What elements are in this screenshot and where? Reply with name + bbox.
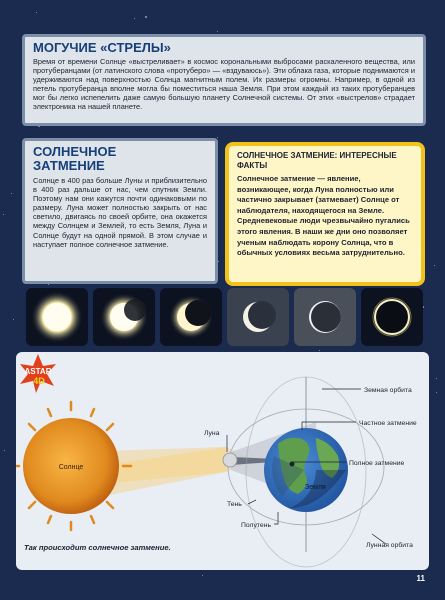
earth-icon (264, 428, 348, 512)
facts-text: Солнечное затмение — явление, возникающее, когда Луна полностью или частично закрывает (затмевает) Солнце от наблюдателя, находящегося на Земле. Средневековые люди чрезвычайно пугались этого явления. В наши же дни оно позволяет ученым наблюдать корону Солнца, что в обычных условиях весьма затруднительно. (237, 174, 410, 258)
star-dot (134, 18, 135, 19)
star-dot (218, 261, 219, 262)
section-title (33, 145, 207, 173)
shadow-label: Тень (227, 501, 242, 508)
star-dot (13, 319, 14, 320)
star-dot (217, 31, 218, 32)
star-dot (36, 12, 37, 13)
badge-line1: ASTAR (24, 367, 52, 376)
eclipse-phase-photos (22, 288, 426, 348)
eclipse-photo (26, 288, 88, 346)
title-line: СОЛНЕЧНОЕ ЗАТМЕНИЕ: ИНТЕРЕСНЫЕ (237, 151, 397, 160)
diagram-caption: Так происходит солнечное затмение. (24, 543, 171, 552)
earth-label: Земля (305, 484, 326, 491)
facts-box (225, 142, 425, 286)
partial-eclipse-text: Частное затмение (359, 420, 417, 427)
star-dot (48, 284, 49, 285)
partial-eclipse-label (359, 420, 417, 427)
page-number: 11 (416, 574, 425, 583)
eclipse-photo (160, 288, 222, 346)
section-prominences (22, 34, 426, 126)
moon-orbit-label: Лунная орбита (366, 542, 413, 549)
star-dot (3, 214, 4, 215)
astar-badge (20, 354, 56, 393)
moon-label: Луна (204, 430, 220, 437)
section-text: Солнце в 400 раз больше Луны и приблизительно в 400 раз дальше от нас, чем спутник Земли. Поэтому нам они кажутся почти одинаковыми по размеру. Луна может полностью закрыть от нас светило, двигаясь по своей орбите, она окажется между Солнцем и Землей, то есть Земля, Луна и Солнце будут на одной прямой. В этом случае и наступает полное солнечное затмение. (33, 176, 207, 249)
star-dot (11, 193, 12, 194)
eclipse-diagram (16, 352, 429, 570)
title-line: ФАКТЫ (237, 161, 268, 170)
eclipse-photo (93, 288, 155, 346)
facts-title (237, 151, 413, 171)
star-dot (319, 350, 320, 351)
star-dot (436, 392, 437, 393)
star-dot (4, 450, 5, 451)
eclipse-diagram-svg (16, 352, 429, 570)
title-line: ЗАТМЕНИЕ (33, 158, 105, 173)
star-dot (202, 575, 203, 576)
penumbra-label: Полутень (241, 522, 271, 529)
sun-label: Солнце (58, 464, 84, 471)
total-eclipse-label: Полное затмение (349, 460, 405, 467)
section-solar-eclipse (22, 138, 218, 284)
title-line: СОЛНЕЧНОЕ (33, 144, 117, 159)
star-dot (436, 378, 437, 379)
section-title: МОГУЧИЕ «СТРЕЛЫ» (33, 40, 171, 55)
section-text: Время от времени Солнце «выстреливает» в космос корональными выбросами раскаленного вещества, или протуберанцами (от латинского слова «протуберо» — «вздуваюсь»). Эти облака газа, которые поднимаются и удерживаются над поверхностью Солнца магнитным полем. Их размеры огромны. Например, в одной из петель протуберанца вполне могла бы поместиться наша Земля. При этом каждый из таких протуберанцев мог бы легко испепелить даже самую большую планету Солнечной системы. От этих «выстрелов» страдает электроника на нашей планете. (33, 57, 415, 112)
eclipse-photo (361, 288, 423, 346)
moon-icon (223, 453, 237, 467)
eclipse-photo (227, 288, 289, 346)
star-dot (217, 137, 218, 138)
earth-orbit-label: Земная орбита (364, 387, 412, 394)
eclipse-photo (294, 288, 356, 346)
star-dot (434, 265, 435, 266)
star-dot (145, 16, 147, 18)
badge-line2: 4D (33, 376, 45, 386)
